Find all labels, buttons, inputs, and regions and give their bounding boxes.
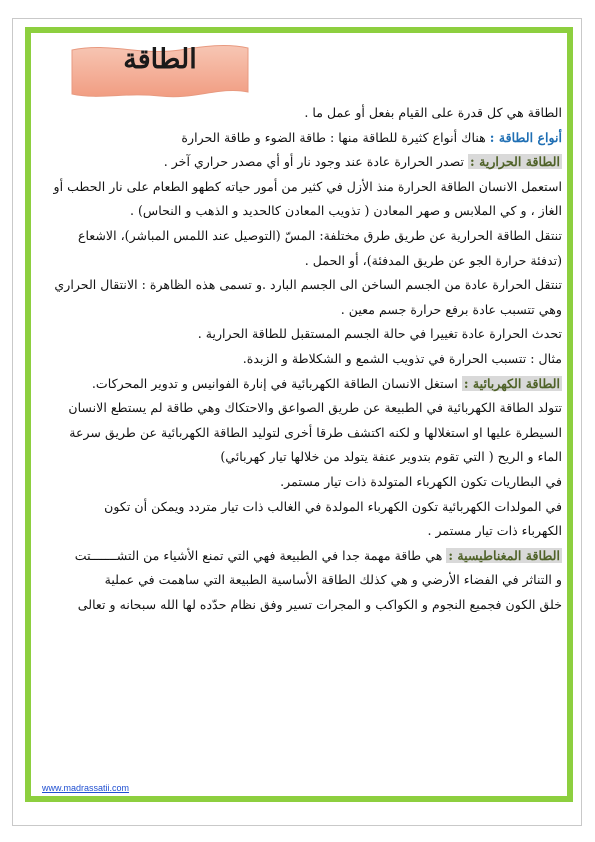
page-title: الطاقة: [123, 44, 197, 75]
text-line: و التناثر في الفضاء الأرضي و هي كذلك الطاقة الأساسية الطبيعة التي ساهمت في عملية: [104, 572, 562, 588]
text-line: تنتقل الحرارة عادة من الجسم الساخن الى الجسم البارد .و تسمى هذه الظاهرة : الانتقال الحراري: [54, 277, 562, 293]
text-line: الماء و الريح ( التي تقوم بتدوير عنفة يتولد من خلالها تيار كهربائي): [220, 449, 562, 465]
text-line: مثال : تتسبب الحرارة في تذويب الشمع و الشكلاطة و الزبدة.: [242, 350, 562, 366]
text-line: تحدث الحرارة عادة تغييرا في حالة الجسم المستقبل للطاقة الحرارية .: [197, 326, 562, 342]
text-line: استعمل الانسان الطاقة الحرارة منذ الأزل في كثير من أمور حياته كطهو الطعام على نار الحطب أو: [53, 178, 562, 194]
section-heading: الطاقة الحرارية :: [470, 154, 560, 170]
text-line: الغاز ، و كي الملابس و صهر المعادن ( تذويب المعادن كالحديد و الذهب و النحاس) .: [129, 203, 562, 219]
section-text: استغل الانسان الطاقة الكهربائية في إنارة الفوانيس و تدوير المحركات.: [91, 375, 462, 391]
text-line: في المولدات الكهربائية تكون الكهرباء المولدة في الغالب ذات تيار متردد ويمكن أن تكون: [104, 498, 562, 514]
text-line: (تدفئة حرارة الجو عن طريق المدفئة)، أو الحمل .: [304, 252, 562, 268]
section-heading: أنواع الطاقة :: [489, 129, 562, 145]
section-heading: الطاقة المغناطيسية :: [448, 547, 560, 563]
text-line: تنتقل الطاقة الحرارية عن طريق طرق مختلفة: المسّ (التوصيل عند اللمس المباشر)، الاشعاع: [77, 227, 562, 243]
text-line: وهي تتسبب عادة برفع حرارة جسم معين .: [340, 301, 562, 317]
text-line: [36, 372, 562, 397]
section-text: هناك أنواع كثيرة للطاقة منها : طاقة الضوء و طاقة الحرارة: [181, 129, 490, 145]
text-line: الكهرباء ذات تيار مستمر .: [427, 523, 562, 539]
section-text: تصدر الحرارة عادة عند وجود نار أو أي مصدر حراري آخر .: [163, 154, 469, 170]
text-line: السيطرة عليها او استغلالها و لكنه اكتشف طرقا أخرى لتوليد الطاقة الكهربائية عن طريق سرعة: [69, 424, 562, 440]
text-line: خلق الكون فجميع النجوم و الكواكب و المجرات تسير وفق نظام حدّده لها الله سبحانه و تعالى: [77, 596, 562, 612]
text-line: [36, 544, 562, 569]
section-heading: الطاقة الكهربائية :: [463, 375, 560, 391]
text-line: تتولد الطاقة الكهربائية في الطبيعة عن طريق الصواعق والاحتكاك وهي طاقة لم يستطع الانسان: [68, 400, 562, 416]
text-line: [36, 150, 562, 175]
text-line: [36, 126, 562, 151]
document-body: [36, 101, 562, 617]
section-text: هي طاقة مهمة جدا في الطبيعة فهي التي تمنع الأشياء من التشـــــــتت: [74, 547, 447, 563]
text-line: الطاقة هي كل قدرة على القيام بفعل أو عمل ما .: [304, 105, 562, 120]
footer-website-link[interactable]: www.madrassatii.com: [42, 783, 130, 793]
text-line: في البطاريات تكون الكهرباء المتولدة ذات تيار مستمر.: [280, 473, 562, 489]
